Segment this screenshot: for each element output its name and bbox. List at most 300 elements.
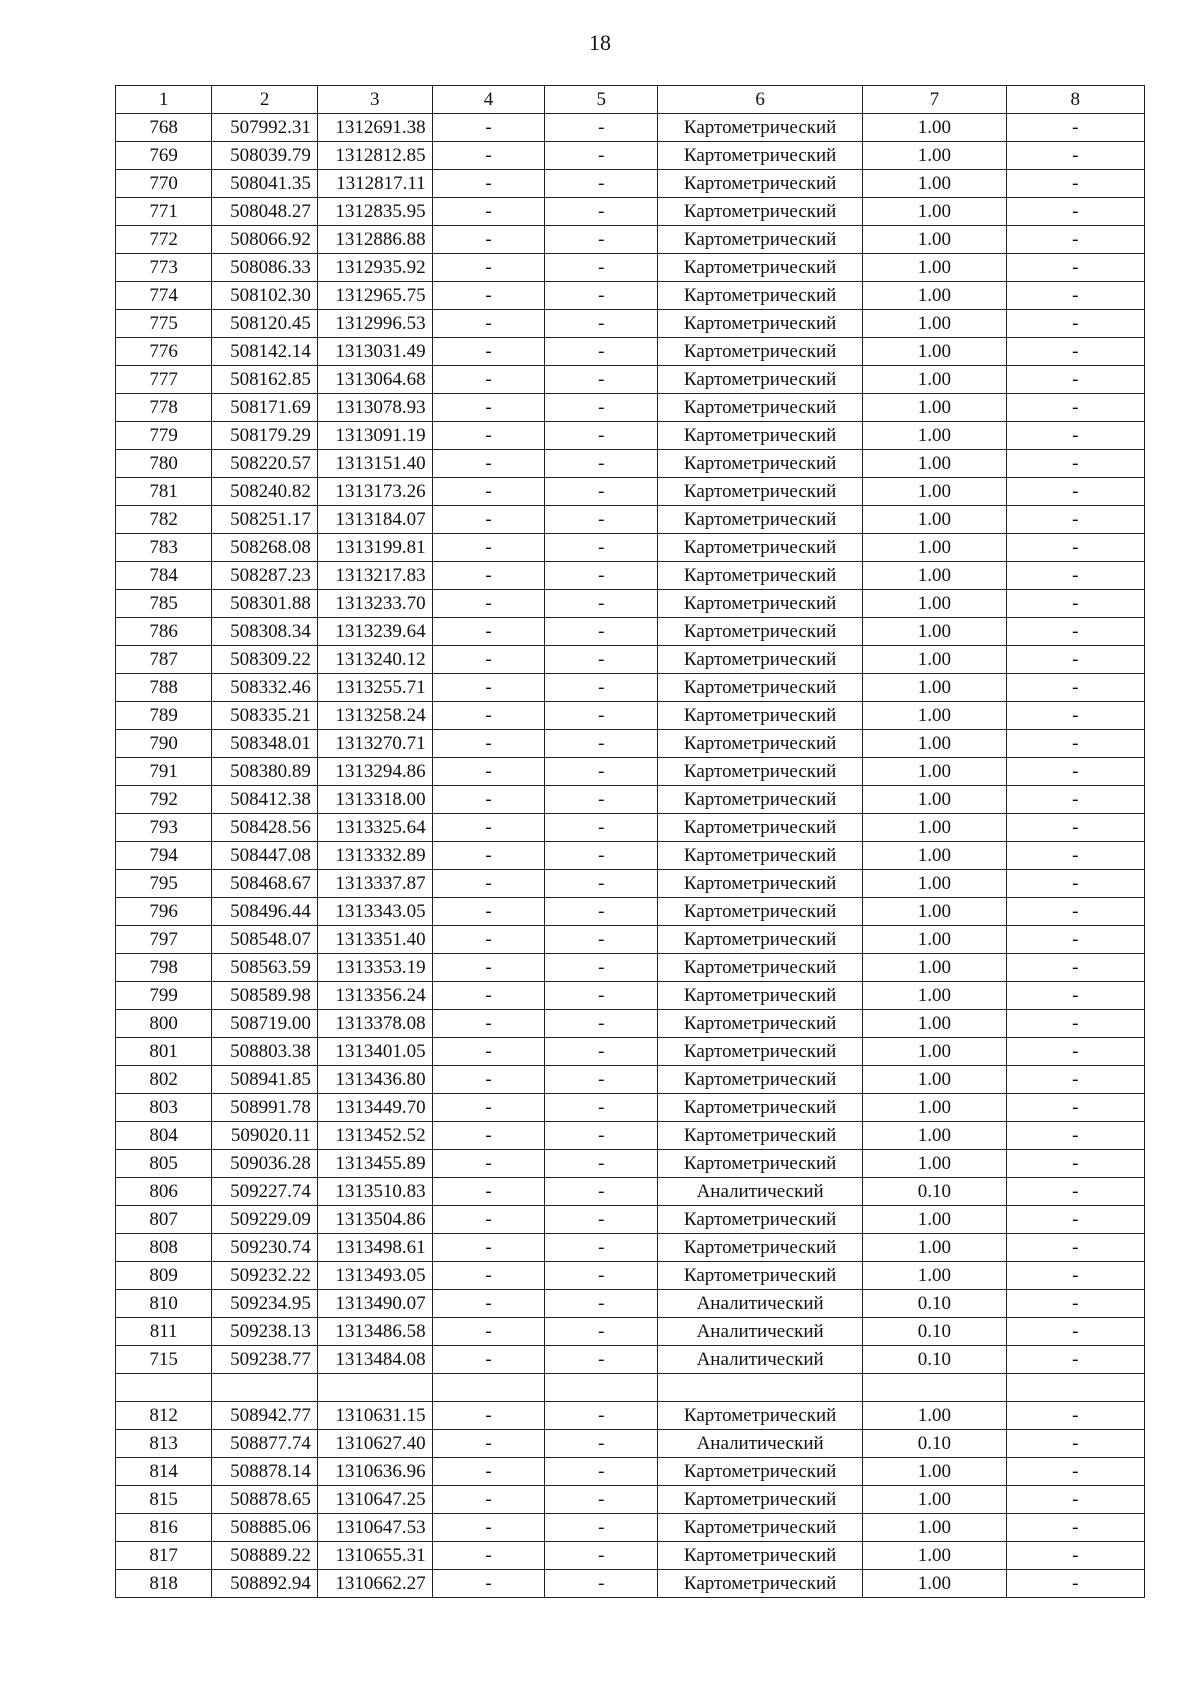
table-cell-col-8: -: [1006, 618, 1144, 646]
table-cell-col-2: 508335.21: [212, 702, 318, 730]
table-cell-col-6: Картометрический: [658, 1234, 863, 1262]
table-cell-col-4: -: [432, 1262, 545, 1290]
table-cell-col-1: 806: [116, 1178, 212, 1206]
table-cell-col-5: -: [545, 254, 658, 282]
table-cell-col-5: -: [545, 1150, 658, 1178]
table-cell-col-2: 508496.44: [212, 898, 318, 926]
table-row: [116, 1486, 1145, 1514]
table-cell-col-5: -: [545, 562, 658, 590]
table-cell-col-8: -: [1006, 646, 1144, 674]
table-cell-col-6: Картометрический: [658, 226, 863, 254]
table-cell-col-2: 509036.28: [212, 1150, 318, 1178]
table-cell-col-7: 1.00: [863, 1486, 1006, 1514]
table-cell-col-6: Картометрический: [658, 422, 863, 450]
table-cell-col-3: 1313325.64: [317, 814, 432, 842]
table-cell-col-4: -: [432, 1402, 545, 1430]
table-cell-col-3: 1313493.05: [317, 1262, 432, 1290]
table-cell-col-3: 1313510.83: [317, 1178, 432, 1206]
table-cell-col-2: 508039.79: [212, 142, 318, 170]
table-cell-col-4: -: [432, 1318, 545, 1346]
table-cell-col-7: 1.00: [863, 702, 1006, 730]
table-cell-col-1: 778: [116, 394, 212, 422]
table-cell-col-1: 785: [116, 590, 212, 618]
table-cell-col-1: 796: [116, 898, 212, 926]
table-cell-col-8: -: [1006, 1262, 1144, 1290]
table-cell-col-1: 804: [116, 1122, 212, 1150]
table-cell-col-4: -: [432, 450, 545, 478]
table-cell-col-4: -: [432, 1094, 545, 1122]
table-cell-col-5: -: [545, 114, 658, 142]
table-cell-col-3: 1312886.88: [317, 226, 432, 254]
table-cell-col-8: -: [1006, 506, 1144, 534]
table-cell-col-3: 1313240.12: [317, 646, 432, 674]
table-cell-col-6: Картометрический: [658, 1458, 863, 1486]
table-cell-col-7: 1.00: [863, 254, 1006, 282]
table-cell-col-7: 1.00: [863, 842, 1006, 870]
table-cell-col-8: -: [1006, 1178, 1144, 1206]
table-cell-col-5: -: [545, 534, 658, 562]
table-cell-col-4: -: [432, 1542, 545, 1570]
table-cell-col-5: -: [545, 898, 658, 926]
table-cell-col-2: 508251.17: [212, 506, 318, 534]
table-cell-col-5: -: [545, 1542, 658, 1570]
table-cell-col-1: 811: [116, 1318, 212, 1346]
table-row: [116, 534, 1145, 562]
table-cell-col-8: -: [1006, 786, 1144, 814]
table-cell-col-1: 768: [116, 114, 212, 142]
table-body: [116, 114, 1145, 1598]
table-cell-col-6: Картометрический: [658, 758, 863, 786]
table-cell-col-2: 509229.09: [212, 1206, 318, 1234]
table-cell-col-5: -: [545, 1206, 658, 1234]
table-cell-col-8: -: [1006, 534, 1144, 562]
table-cell-col-7: 1.00: [863, 198, 1006, 226]
table-cell-col-4: -: [432, 646, 545, 674]
table-cell-col-3: 1313356.24: [317, 982, 432, 1010]
table-cell-col-6: Аналитический: [658, 1178, 863, 1206]
table-cell-col-2: 508171.69: [212, 394, 318, 422]
table-cell-col-7: 1.00: [863, 310, 1006, 338]
table-cell-col-6: Картометрический: [658, 282, 863, 310]
column-header-6: 6: [658, 86, 863, 114]
table-cell-col-2: 508142.14: [212, 338, 318, 366]
table-cell-col-1: 769: [116, 142, 212, 170]
table-cell-col-2: 508240.82: [212, 478, 318, 506]
table-cell-col-7: 1.00: [863, 1038, 1006, 1066]
table-cell-col-8: [1006, 1374, 1144, 1402]
table-cell-col-7: 1.00: [863, 226, 1006, 254]
table-cell-col-1: 715: [116, 1346, 212, 1374]
table-cell-col-2: 508066.92: [212, 226, 318, 254]
table-cell-col-8: -: [1006, 590, 1144, 618]
table-cell-col-5: -: [545, 1010, 658, 1038]
table-row: [116, 1234, 1145, 1262]
table-cell-col-2: 509020.11: [212, 1122, 318, 1150]
table-cell-col-3: 1313239.64: [317, 618, 432, 646]
table-cell-col-7: 1.00: [863, 1234, 1006, 1262]
table-cell-col-8: -: [1006, 1430, 1144, 1458]
table-cell-col-1: 779: [116, 422, 212, 450]
table-cell-col-6: Картометрический: [658, 1038, 863, 1066]
table-cell-col-1: 801: [116, 1038, 212, 1066]
table-cell-col-1: 798: [116, 954, 212, 982]
table-cell-col-1: 790: [116, 730, 212, 758]
table-row: [116, 674, 1145, 702]
table-row: [116, 1094, 1145, 1122]
table-cell-col-8: -: [1006, 1206, 1144, 1234]
table-cell-col-4: -: [432, 114, 545, 142]
table-cell-col-4: -: [432, 282, 545, 310]
table-cell-col-6: Картометрический: [658, 674, 863, 702]
table-cell-col-4: -: [432, 1010, 545, 1038]
table-cell-col-5: -: [545, 282, 658, 310]
table-cell-col-8: -: [1006, 310, 1144, 338]
table-cell-col-4: -: [432, 1346, 545, 1374]
table-cell-col-1: 797: [116, 926, 212, 954]
table-cell-col-8: -: [1006, 758, 1144, 786]
table-cell-col-2: 508878.14: [212, 1458, 318, 1486]
table-cell-col-6: Картометрический: [658, 926, 863, 954]
table-cell-col-8: -: [1006, 1346, 1144, 1374]
table-cell-col-7: 1.00: [863, 982, 1006, 1010]
table-cell-col-5: [545, 1374, 658, 1402]
table-cell-col-4: -: [432, 142, 545, 170]
table-row: [116, 114, 1145, 142]
table-cell-col-7: 1.00: [863, 1010, 1006, 1038]
table-cell-col-6: Картометрический: [658, 842, 863, 870]
table-row: [116, 562, 1145, 590]
table-cell-col-6: Картометрический: [658, 534, 863, 562]
table-cell-col-2: 508287.23: [212, 562, 318, 590]
table-cell-col-4: -: [432, 954, 545, 982]
table-cell-col-5: -: [545, 954, 658, 982]
table-cell-col-5: -: [545, 702, 658, 730]
table-cell-col-5: -: [545, 590, 658, 618]
table-cell-col-2: 509230.74: [212, 1234, 318, 1262]
table-cell-col-5: -: [545, 1066, 658, 1094]
table-cell-col-6: Аналитический: [658, 1318, 863, 1346]
table-cell-col-1: 776: [116, 338, 212, 366]
table-row: [116, 1066, 1145, 1094]
table-cell-col-8: -: [1006, 170, 1144, 198]
column-header-1: 1: [116, 86, 212, 114]
table-cell-col-3: 1313449.70: [317, 1094, 432, 1122]
table-cell-col-4: -: [432, 1290, 545, 1318]
table-row: [116, 310, 1145, 338]
table-cell-col-2: 508412.38: [212, 786, 318, 814]
table-cell-col-8: -: [1006, 114, 1144, 142]
table-cell-col-4: -: [432, 590, 545, 618]
table-cell-col-1: 777: [116, 366, 212, 394]
table-cell-col-7: 1.00: [863, 142, 1006, 170]
table-cell-col-7: 1.00: [863, 534, 1006, 562]
table-cell-col-1: 815: [116, 1486, 212, 1514]
table-cell-col-1: 800: [116, 1010, 212, 1038]
table-cell-col-3: 1313078.93: [317, 394, 432, 422]
table-cell-col-2: [212, 1374, 318, 1402]
table-cell-col-6: Картометрический: [658, 1486, 863, 1514]
table-cell-col-7: 1.00: [863, 1262, 1006, 1290]
table-cell-col-2: 508892.94: [212, 1570, 318, 1598]
table-row: [116, 926, 1145, 954]
table-cell-col-1: 813: [116, 1430, 212, 1458]
table-cell-col-3: 1313378.08: [317, 1010, 432, 1038]
table-cell-col-3: 1313486.58: [317, 1318, 432, 1346]
table-cell-col-1: 794: [116, 842, 212, 870]
table-cell-col-6: Картометрический: [658, 646, 863, 674]
table-cell-col-4: -: [432, 394, 545, 422]
table-row: [116, 1514, 1145, 1542]
table-row: [116, 1318, 1145, 1346]
table-cell-col-1: 771: [116, 198, 212, 226]
table-cell-col-2: 507992.31: [212, 114, 318, 142]
table-cell-col-5: -: [545, 1122, 658, 1150]
table-cell-col-3: 1313217.83: [317, 562, 432, 590]
table-cell-col-8: -: [1006, 842, 1144, 870]
table-cell-col-1: 770: [116, 170, 212, 198]
table-cell-col-4: -: [432, 422, 545, 450]
table-cell-col-5: -: [545, 1234, 658, 1262]
table-cell-col-3: 1313353.19: [317, 954, 432, 982]
table-cell-col-4: -: [432, 198, 545, 226]
table-cell-col-1: 810: [116, 1290, 212, 1318]
table-cell-col-3: 1313091.19: [317, 422, 432, 450]
table-cell-col-3: 1310655.31: [317, 1542, 432, 1570]
table-cell-col-2: 508548.07: [212, 926, 318, 954]
table-cell-col-1: 816: [116, 1514, 212, 1542]
table-row: [116, 450, 1145, 478]
table-cell-col-2: 508878.65: [212, 1486, 318, 1514]
table-row: [116, 1402, 1145, 1430]
table-cell-col-4: -: [432, 366, 545, 394]
table-cell-col-2: 508885.06: [212, 1514, 318, 1542]
table-cell-col-3: 1313233.70: [317, 590, 432, 618]
table-cell-col-2: 508991.78: [212, 1094, 318, 1122]
table-cell-col-5: -: [545, 758, 658, 786]
table-cell-col-7: 1.00: [863, 758, 1006, 786]
table-cell-col-5: -: [545, 730, 658, 758]
table-cell-col-4: -: [432, 1570, 545, 1598]
table-row: [116, 1570, 1145, 1598]
table-cell-col-1: 803: [116, 1094, 212, 1122]
table-row: [116, 702, 1145, 730]
table-cell-col-6: Картометрический: [658, 114, 863, 142]
table-cell-col-7: 1.00: [863, 1122, 1006, 1150]
table-row: [116, 618, 1145, 646]
table-cell-col-2: 508102.30: [212, 282, 318, 310]
table-cell-col-1: 812: [116, 1402, 212, 1430]
table-row: [116, 254, 1145, 282]
table-cell-col-6: Картометрический: [658, 1402, 863, 1430]
table-cell-col-6: Аналитический: [658, 1290, 863, 1318]
table-cell-col-8: -: [1006, 394, 1144, 422]
table-row: [116, 198, 1145, 226]
column-header-4: 4: [432, 86, 545, 114]
column-header-5: 5: [545, 86, 658, 114]
table-cell-col-6: Картометрический: [658, 142, 863, 170]
table-cell-col-8: -: [1006, 926, 1144, 954]
table-row: [116, 842, 1145, 870]
table-cell-col-8: -: [1006, 338, 1144, 366]
table-cell-col-3: 1312812.85: [317, 142, 432, 170]
table-row: [116, 1150, 1145, 1178]
table-cell-col-2: 508086.33: [212, 254, 318, 282]
table-cell-col-1: 808: [116, 1234, 212, 1262]
table-cell-col-7: 1.00: [863, 1206, 1006, 1234]
table-cell-col-3: 1312935.92: [317, 254, 432, 282]
table-cell-col-2: 509227.74: [212, 1178, 318, 1206]
table-cell-col-4: -: [432, 254, 545, 282]
table-cell-col-1: 774: [116, 282, 212, 310]
table-cell-col-3: 1313294.86: [317, 758, 432, 786]
table-cell-col-5: -: [545, 1458, 658, 1486]
table-row: [116, 1010, 1145, 1038]
table-cell-col-1: 787: [116, 646, 212, 674]
table-cell-col-6: Картометрический: [658, 618, 863, 646]
table-cell-col-8: -: [1006, 954, 1144, 982]
column-header-3: 3: [317, 86, 432, 114]
table-row: [116, 226, 1145, 254]
table-cell-col-2: 508332.46: [212, 674, 318, 702]
table-cell-col-7: 1.00: [863, 870, 1006, 898]
table-cell-col-6: Картометрический: [658, 310, 863, 338]
table-cell-col-2: 508803.38: [212, 1038, 318, 1066]
table-cell-col-6: Картометрический: [658, 338, 863, 366]
table-cell-col-8: -: [1006, 254, 1144, 282]
table-cell-col-3: 1312965.75: [317, 282, 432, 310]
table-cell-col-1: 781: [116, 478, 212, 506]
table-cell-col-2: 508719.00: [212, 1010, 318, 1038]
table-cell-col-7: 1.00: [863, 814, 1006, 842]
table-cell-col-6: Картометрический: [658, 814, 863, 842]
table-cell-col-3: 1313184.07: [317, 506, 432, 534]
table-cell-col-5: -: [545, 198, 658, 226]
table-cell-col-6: Картометрический: [658, 478, 863, 506]
table-cell-col-4: -: [432, 1206, 545, 1234]
table-cell-col-3: 1313173.26: [317, 478, 432, 506]
table-cell-col-3: 1313199.81: [317, 534, 432, 562]
table-cell-col-7: 1.00: [863, 478, 1006, 506]
table-cell-col-4: -: [432, 1122, 545, 1150]
table-cell-col-5: -: [545, 310, 658, 338]
table-row: [116, 898, 1145, 926]
table-cell-col-7: 1.00: [863, 1402, 1006, 1430]
table-cell-col-7: 1.00: [863, 926, 1006, 954]
table-cell-col-6: Картометрический: [658, 590, 863, 618]
table-cell-col-7: 1.00: [863, 590, 1006, 618]
table-header-row: [116, 86, 1145, 114]
table-cell-col-8: -: [1006, 1094, 1144, 1122]
table-cell-col-5: -: [545, 1318, 658, 1346]
table-cell-col-6: Картометрический: [658, 1542, 863, 1570]
table-cell-col-2: 508120.45: [212, 310, 318, 338]
table-cell-col-1: 772: [116, 226, 212, 254]
table-cell-col-4: -: [432, 982, 545, 1010]
table-cell-col-4: -: [432, 814, 545, 842]
table-row: [116, 786, 1145, 814]
table-row: [116, 338, 1145, 366]
table-cell-col-5: -: [545, 142, 658, 170]
table-cell-col-1: 805: [116, 1150, 212, 1178]
table-cell-col-7: 1.00: [863, 170, 1006, 198]
table-cell-col-4: -: [432, 1178, 545, 1206]
table-cell-col-7: 1.00: [863, 1458, 1006, 1486]
table-cell-col-6: Картометрический: [658, 450, 863, 478]
table-cell-col-3: 1313401.05: [317, 1038, 432, 1066]
table-cell-col-8: -: [1006, 898, 1144, 926]
table-cell-col-7: 1.00: [863, 646, 1006, 674]
table-cell-col-8: -: [1006, 478, 1144, 506]
table-cell-col-8: -: [1006, 1514, 1144, 1542]
table-cell-col-5: -: [545, 618, 658, 646]
page-number: 18: [589, 30, 611, 55]
table-cell-col-7: 1.00: [863, 618, 1006, 646]
table-cell-col-6: Картометрический: [658, 702, 863, 730]
table-cell-col-7: 0.10: [863, 1346, 1006, 1374]
table-cell-col-4: -: [432, 842, 545, 870]
table-cell-col-2: 508942.77: [212, 1402, 318, 1430]
table-cell-col-7: 1.00: [863, 730, 1006, 758]
coordinates-table: [115, 85, 1145, 1598]
table-cell-col-7: 0.10: [863, 1290, 1006, 1318]
table-cell-col-5: -: [545, 674, 658, 702]
table-cell-col-2: 508041.35: [212, 170, 318, 198]
table-cell-col-8: -: [1006, 1570, 1144, 1598]
table-cell-col-1: 786: [116, 618, 212, 646]
column-header-7: 7: [863, 86, 1006, 114]
table-cell-col-5: -: [545, 926, 658, 954]
table-cell-col-7: 1.00: [863, 506, 1006, 534]
table-cell-col-7: 1.00: [863, 1542, 1006, 1570]
table-cell-col-8: -: [1006, 1486, 1144, 1514]
table-cell-col-8: -: [1006, 1010, 1144, 1038]
table-cell-col-6: Картометрический: [658, 562, 863, 590]
table-cell-col-1: 793: [116, 814, 212, 842]
table-cell-col-4: -: [432, 730, 545, 758]
table-cell-col-7: 1.00: [863, 898, 1006, 926]
column-header-8: 8: [1006, 86, 1144, 114]
table-cell-col-2: 508179.29: [212, 422, 318, 450]
table-cell-col-7: 1.00: [863, 450, 1006, 478]
table-cell-col-3: 1313270.71: [317, 730, 432, 758]
table-cell-col-1: 818: [116, 1570, 212, 1598]
table-cell-col-4: -: [432, 786, 545, 814]
table-row: [116, 1178, 1145, 1206]
table-cell-col-4: -: [432, 534, 545, 562]
table-cell-col-6: Картометрический: [658, 1094, 863, 1122]
table-cell-col-3: 1313455.89: [317, 1150, 432, 1178]
table-cell-col-3: 1310631.15: [317, 1402, 432, 1430]
table-cell-col-7: 1.00: [863, 282, 1006, 310]
table-cell-col-5: -: [545, 842, 658, 870]
table-cell-col-4: -: [432, 1234, 545, 1262]
table-cell-col-4: -: [432, 898, 545, 926]
table-cell-col-4: -: [432, 1150, 545, 1178]
table-cell-col-7: 1.00: [863, 366, 1006, 394]
table-cell-col-5: -: [545, 1346, 658, 1374]
table-cell-col-4: -: [432, 478, 545, 506]
table-cell-col-6: Картометрический: [658, 730, 863, 758]
table-cell-col-3: 1313436.80: [317, 1066, 432, 1094]
table-cell-col-8: -: [1006, 226, 1144, 254]
table-cell-col-8: -: [1006, 562, 1144, 590]
table-cell-col-3: 1313255.71: [317, 674, 432, 702]
table-cell-col-2: 508428.56: [212, 814, 318, 842]
table-cell-col-4: -: [432, 310, 545, 338]
table-cell-col-8: -: [1006, 422, 1144, 450]
table-cell-col-7: 1.00: [863, 1066, 1006, 1094]
table-cell-col-2: 508447.08: [212, 842, 318, 870]
